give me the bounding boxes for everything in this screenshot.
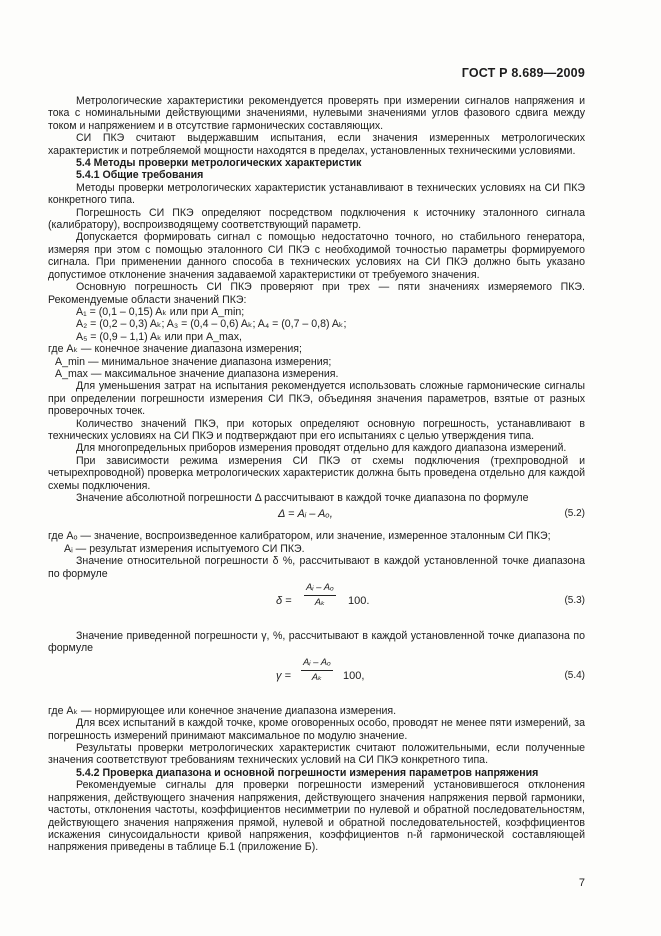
paragraph: Значение относительной погрешности δ %, рассчитывают в каждой установленной точке диапазона по формуле: [48, 555, 585, 580]
page-number: 7: [578, 877, 585, 889]
definition-line: A_min — минимальное значение диапазона измерения;: [55, 355, 332, 368]
definition-line: где Aₖ — конечное значение диапазона измерения;: [48, 343, 302, 356]
paragraph: Значение абсолютной погрешности Δ рассчитывают в каждой точке диапазона по формуле: [76, 492, 529, 504]
section-heading-5-4-1: 5.4.1 Общие требования: [76, 169, 204, 182]
paragraph: Допускается формировать сигнал с помощью недостаточно точного, но стабильного генератора, измеряя при этом с помощью эталонного СИ ПКЭ с необходимой точностью параметры формируемого сигнала. При применении данного способа в технических условиях на СИ ПКЭ должно быть указано допустимое отклонение значения задаваемой характеристики от требуемого значения.: [48, 231, 585, 281]
paragraph: Результаты проверки метрологических характеристик считают положительными, если полученные значения соответствуют требованиям технических условий на СИ ПКЭ конкретного типа.: [48, 742, 585, 767]
standard-header: ГОСТ Р 8.689—2009: [461, 66, 585, 80]
equation-factor: 100,: [343, 669, 365, 682]
equation-lhs: γ =: [276, 669, 291, 682]
definition-line: Aᵢ — результат измерения испытуемого СИ ПКЭ.: [64, 542, 305, 555]
definition-line: где Aₒ — значение, воспроизведенное калибратором, или значение, измеренное эталонным СИ ПКЭ;: [48, 530, 551, 543]
section-heading-5-4-2: 5.4.2 Проверка диапазона и основной погрешности измерения параметров напряжения: [76, 766, 539, 779]
paragraph: Метрологические характеристики рекомендуется проверять при измерении сигналов напряжения и тока с номинальными действующими значениями, нулевыми значениями углов фазового сдвига между током и напряжением и в отсутствие гармонических составляющих.: [48, 95, 585, 132]
definition-line: A_max — максимальное значение диапазона измерения.: [55, 367, 339, 380]
equation-5-2: [48, 506, 585, 524]
paragraph: Значение приведенной погрешности γ, %, рассчитывают в каждой установленной точке диапазона по формуле: [48, 630, 585, 655]
equation-lhs: δ =: [276, 595, 292, 608]
equation-factor: 100.: [348, 595, 370, 608]
paragraph: Для уменьшения затрат на испытания рекомендуется использовать сложные гармонические сигналы при определении погрешности измерения СИ ПКЭ, объединяя значения параметров, взятые от разных проверочных точек.: [48, 380, 585, 418]
paragraph: Основную погрешность СИ ПКЭ проверяют при трех — пяти значениях измеряемого ПКЭ. Рекомендуемые области значений ПКЭ:: [48, 281, 585, 306]
fraction-numerator: Aᵢ – Aₒ: [304, 582, 336, 596]
equation-number: (5.3): [564, 595, 585, 607]
page-body: [48, 95, 585, 854]
range-line-2: A₂ = (0,2 – 0,3) Aₖ; A₃ = (0,4 – 0,6) Aₖ; A₄ = (0,7 – 0,8) Aₖ;: [76, 318, 347, 331]
section-heading-5-4: 5.4 Методы проверки метрологических характеристик: [76, 157, 362, 170]
fraction-denominator: Aₖ: [311, 672, 323, 684]
paragraph: Для всех испытаний в каждой точке, кроме оговоренных особо, проводят не менее пяти измерений, за погрешность измерений принимают максимальное по модулю значение.: [48, 717, 585, 742]
paragraph: Количество значений ПКЭ, при которых определяют основную погрешность, устанавливают в технических условиях на СИ ПКЭ и подтверждают при его испытаниях с целью утверждения типа.: [48, 417, 585, 442]
definition-line: где Aₖ — нормирующее или конечное значение диапазона измерения.: [48, 704, 397, 717]
equation-5-4: [48, 657, 585, 697]
equation-fraction: [304, 582, 336, 610]
paragraph: Для многопредельных приборов измерения проводят отдельно для каждого диапазона измерений.: [76, 442, 567, 455]
equation-number: (5.4): [564, 669, 585, 681]
equation-fraction: [301, 657, 333, 685]
paragraph: При зависимости режима измерения СИ ПКЭ от схемы подключения (трехпроводной и четырехпроводной) проверка метрологических характеристик должна быть проведена отдельно для каждой схемы подключения.: [48, 454, 585, 492]
fraction-denominator: Aₖ: [314, 597, 326, 609]
equation-formula: Δ = Aᵢ – Aₒ,: [278, 508, 333, 521]
fraction-numerator: Aᵢ – Aₒ: [301, 657, 333, 671]
equation-5-3: [48, 582, 585, 622]
range-line-3: A₅ = (0,9 – 1,1) Aₖ или при A_max,: [76, 330, 242, 343]
paragraph: Рекомендуемые сигналы для проверки погрешности измерений установившегося отклонения напряжения, действующего значения напряжения, действующего значения напряжения первой гармоники, частоты, отклонения частоты, коэффициентов несимметрии по нулевой и обратной последовательностям, действующего значения напряжения прямой, нулевой и обратной последовательностей, коэффициентов искажения синусоидальности кривой напряжения, коэффициентов n-й гармонической составляющей напряжения приведены в таблице Б.1 (приложение Б).: [48, 779, 585, 854]
equation-number: (5.2): [564, 508, 585, 520]
range-line-1: A₁ = (0,1 – 0,15) Aₖ или при A_min;: [76, 305, 245, 318]
paragraph: СИ ПКЭ считают выдержавшим испытания, если значения измеренных метрологических характеристик и потребляемой мощности находятся в пределах, установленных техническими условиями.: [48, 132, 585, 157]
paragraph: Методы проверки метрологических характеристик устанавливают в технических условиях на СИ ПКЭ конкретного типа.: [48, 181, 585, 207]
paragraph: Погрешность СИ ПКЭ определяют посредством подключения к источнику эталонного сигнала (калибратору), воспроизводящему соответствующий параметр.: [48, 206, 585, 232]
